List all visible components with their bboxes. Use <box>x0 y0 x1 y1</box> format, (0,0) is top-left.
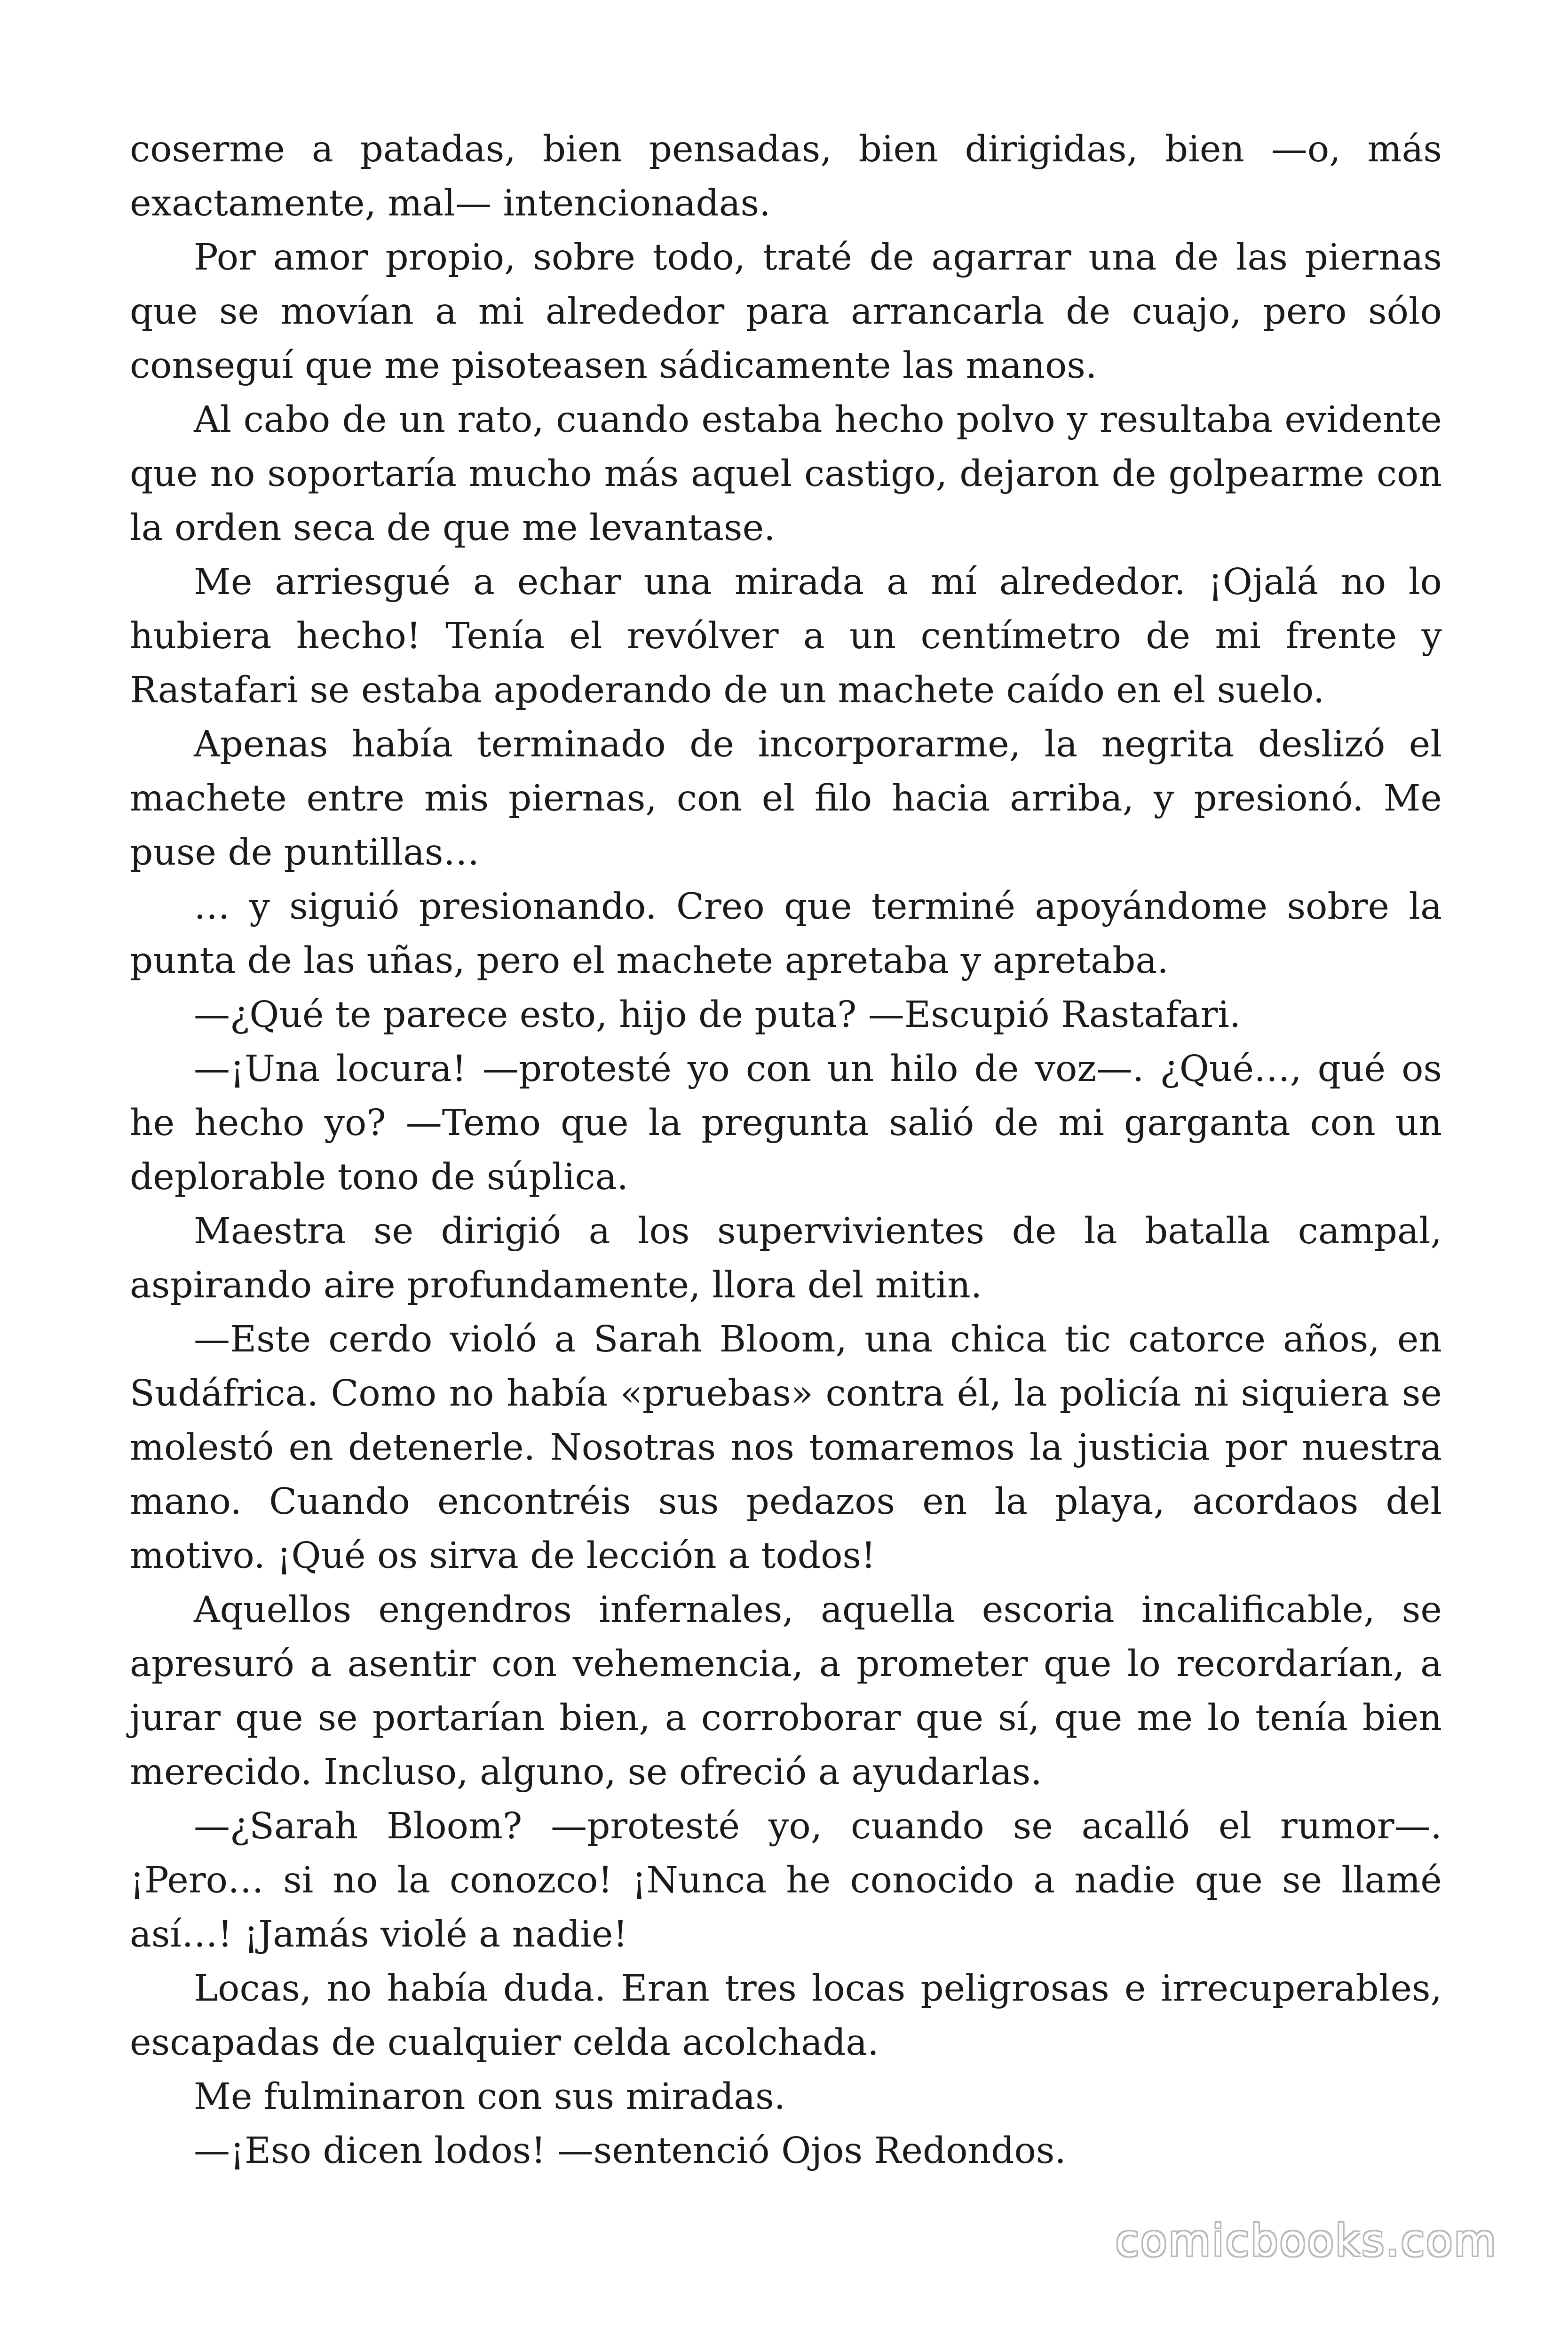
paragraph-13: Locas, no había duda. Eran tres locas peligrosas e irrecuperables, escapadas de cualquier celda acolchada. <box>130 1968 1442 2064</box>
book-page-text <box>130 122 1442 2178</box>
paragraph-12: —¿Sarah Bloom? —protesté yo, cuando se acalló el rumor—. ¡Pero… si no la conozco! ¡Nunca he conocido a nadie que se llamé así…! ¡Jamás violé a nadie! <box>130 1805 1442 1955</box>
paragraph-1: coserme a patadas, bien pensadas, bien dirigidas, bien —o, más exactamente, mal— intencionadas. <box>130 128 1442 224</box>
paragraph-10: —Este cerdo violó a Sarah Bloom, una chica tic catorce años, en Sudáfrica. Como no había «pruebas» contra él, la policía ni siquiera se molestó en detenerle. Nosotras nos tomaremos la justicia por nuestra mano. Cuando encontréis sus pedazos en la playa, acordaos del motivo. ¡Qué os sirva de lección a todos! <box>130 1319 1442 1577</box>
paragraph-3: Al cabo de un rato, cuando estaba hecho polvo y resultaba evidente que no soportaría mucho más aquel castigo, dejaron de golpearme con la orden seca de que me levantase. <box>130 399 1442 549</box>
paragraph-7: —¿Qué te parece esto, hijo de puta? —Escupió Rastafari. <box>194 994 1241 1036</box>
paragraph-15: —¡Eso dicen lodos! —sentenció Ojos Redondos. <box>194 2130 1066 2172</box>
paragraph-5: Apenas había terminado de incorporarme, la negrita deslizó el machete entre mis piernas, con el filo hacia arriba, y presionó. Me puse de puntillas… <box>130 723 1442 874</box>
paragraph-11: Aquellos engendros infernales, aquella escoria incalificable, se apresuró a asentir con vehemencia, a prometer que lo recordarían, a jurar que se portarían bien, a corroborar que sí, que me lo tenía bien merecido. Incluso, alguno, se ofreció a ayudarlas. <box>130 1589 1442 1793</box>
paragraph-4: Me arriesgué a echar una mirada a mí alrededor. ¡Ojalá no lo hubiera hecho! Tenía el revólver a un centímetro de mi frente y Rastafari se estaba apoderando de un machete caído en el suelo. <box>130 561 1442 711</box>
paragraph-2: Por amor propio, sobre todo, traté de agarrar una de las piernas que se movían a mi alrededor para arrancarla de cuajo, pero sólo conseguí que me pisoteasen sádicamente las manos. <box>130 237 1442 387</box>
paragraph-8: —¡Una locura! —protesté yo con un hilo de voz—. ¿Qué…, qué os he hecho yo? —Temo que la pregunta salió de mi garganta con un deplorable tono de súplica. <box>130 1048 1442 1198</box>
paragraph-6: … y siguió presionando. Creo que terminé apoyándome sobre la punta de las uñas, pero el machete apretaba y apretaba. <box>130 886 1442 982</box>
paragraph-9: Maestra se dirigió a los supervivientes de la batalla campal, aspirando aire profundamente, llora del mitin. <box>130 1210 1442 1306</box>
watermark: comicbooks.com <box>1115 2216 1497 2266</box>
paragraph-14: Me fulminaron con sus miradas. <box>194 2076 786 2118</box>
